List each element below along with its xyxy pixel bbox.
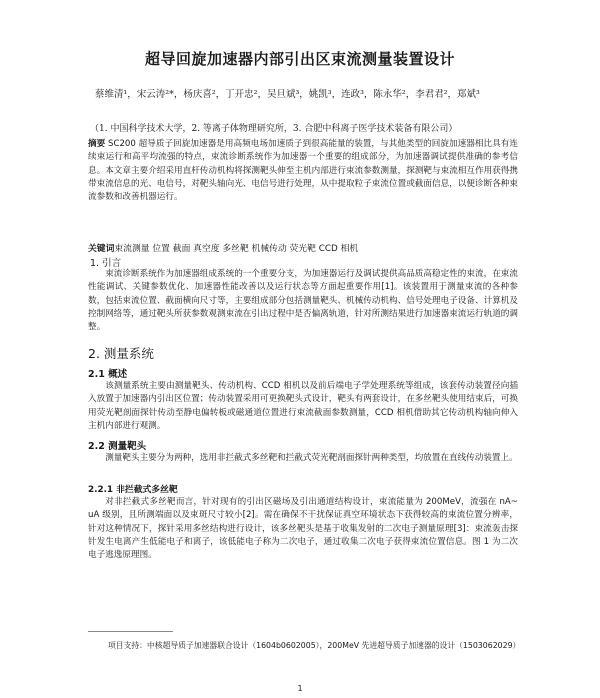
section-2-1-text: 该测量系统主要由测量靶头、传动机构、CCD 相机以及前后端电子学处理系统等组成，该套传动装置径向插入放置于加速器内引出区位置；传动装置采用可更换靶头式设计，靶头有两套设计，在多丝靶头使用结束后，可换用荧光靶剖面探针传动至静电偏转板或磁通道位置进行束流截面参数测量，CCD 相机借助其它传动机构轴向伸入主机内部进行观测。: [88, 381, 518, 431]
page-number: 1: [297, 684, 303, 693]
section-2-2-heading: 2.2 测量靶头: [88, 441, 147, 452]
section-2-2-1-text: 对非拦截式多丝靶而言，针对现有的引出区磁场及引出通道结构设计，束流能量为 200MeV，流强在 nA~ uA 级别，且所测端面以及束斑尺寸较小[2]。需在确保不干扰保证真空环境状态下获得较高的束流位置分辨率，针对这种情况下，探针采用多丝结构进行设计，该多丝靶头是基于收集发射的二次电子测量原理[3]：束流轰击探针发生电离产生低能电子和离子，该低能电子称为二次电子，通过收集二次电子获得束流位置信息。图 1 为二次电子逃逸原理图。: [88, 497, 518, 561]
section-1-text: 束流诊断系统作为加速器组成系统的一个重要分支，为加速器运行及调试提供高品质高稳定性的束流，在束流性能调试、关键参数优化、加速器性能改善以及运行状态等方面起重要作用[1]。该装置用于测量束流的各种参数，包括束流位置、截面横向尺寸等，主要组成部分包括测量靶头、机械传动机构、信号处理电子设备、计算机及控制网络等，通过靶头所获参数观测束流在引出过程中是否偏离轨道，针对所测结果进行加速器束流运行轨道的调整。: [88, 269, 518, 333]
footnote-separator: [88, 631, 173, 632]
section-2-1-heading: 2.1 概述: [88, 369, 128, 380]
keywords-text: 束流测量 位置 截面 真空度 多丝靶 机械传动 荧光靶 CCD 相机: [114, 244, 359, 254]
keywords-label: 关键词: [88, 244, 115, 254]
affiliations: （1. 中国科学技术大学，2. 等离子体物理研究所，3. 合肥中科离子医学技术装备有限公司）: [90, 124, 458, 134]
author-list: 蔡维清¹，宋云涛²*，杨庆喜²，丁开忠²，吴旦斌³，姚凯³，连政³，陈永华²，李君君²，郑斌³: [95, 89, 480, 100]
section-2-heading: 2. 测量系统: [88, 346, 154, 361]
keywords: [88, 241, 528, 254]
abstract-label: 摘要: [88, 139, 106, 149]
section-2-2-1-heading: 2.2.1 非拦截式多丝靶: [88, 485, 178, 495]
abstract: [88, 138, 518, 204]
abstract-text: SC200 超导质子回旋加速器是用高频电场加速质子到很高能量的装置，与其他类型的回旋加速器相比具有连续束运行和高平均流强的特点，束流诊断系统作为加速器一个重要的组成部分，为加速器调试提供准确的参考信息。本文章主要介绍采用直杆传动机构将探测靶头伸至主机内部进行束流参数测量，探测靶与束流相互作用获得携带束流信息的光、电信号，对靶头轴向光、电信号进行处理，从中提取粒子束流位置或截面信息，以便诊断各种束流参数和改善机器运行。: [88, 139, 518, 203]
footnote: 项目支持：中核超导质子加速器联合设计（1604b0602005），200MeV 先进超导质子加速器的设计（1503062029）: [108, 641, 521, 650]
section-2-2-text: 测量靶头主要分为两种，选用非拦截式多丝靶和拦截式荧光靶剖面探针两种类型，均放置在直线传动装置上。: [105, 453, 518, 463]
paper-title: 超导回旋加速器内部引出区束流测量装置设计: [144, 50, 455, 68]
section-1-heading: 1. 引言: [90, 258, 122, 269]
